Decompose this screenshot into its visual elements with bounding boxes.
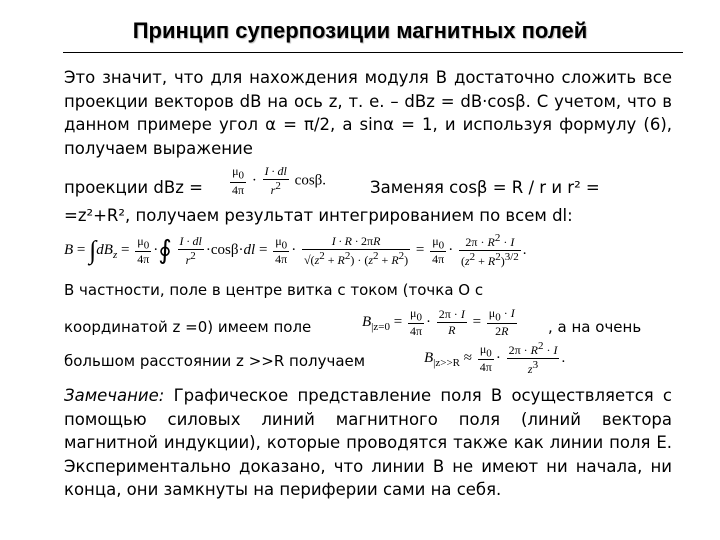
- integration-label: =z²+R², получаем результат интегрированием по всем dl:: [64, 206, 573, 225]
- replace-label: Заменяя cosβ = R / r и r² =: [370, 178, 600, 197]
- center-line: [64, 281, 483, 299]
- title-underline: [63, 52, 683, 53]
- far-line: [64, 352, 365, 370]
- projection-line: [64, 178, 203, 197]
- far-intro: [548, 318, 641, 336]
- formula-b-center: $B_{|z=0}$ = $\frac{\mu_0}{4\pi}$ · $\frac{2\pi \cdot I}{R}$ = $\frac{\mu_0 \cdot I}{2R}$: [362, 306, 515, 339]
- remark-text: Графическое представление поля B осуществляется с помощью силовых линий магнитного поля (линий вектора магнитной индукции), которые проводятся также как линии поля E. Экспериментально доказано, что линии B не имеют ни начала, ни конца, они замкнуты на периферии сами на себя.: [64, 386, 672, 499]
- paragraph-intro: [64, 66, 672, 160]
- paragraph-intro-text: Это значит, что для нахождения модуля B достаточно сложить все проекции векторов dB на ось z, т. е. – dBz = dB·cosβ. С учетом, что в данном примере угол α = π/2, а sinα = 1, и используя формулу (6), получаем выражение: [64, 68, 672, 158]
- formula-dbz: $\frac{\mu_0}{4\pi}$ · $\frac{I \cdot dl}{r^2}$ cosβ.: [232, 164, 327, 197]
- formula-b-integral: $B = \int dB_z$ = $\frac{\mu_0}{4\pi}$ ·∮ $\frac{I \cdot dl}{r^2}$ ·cosβ·dl = $\frac{\mu_0}{4\pi}$ · $\frac{I \cdot R \cdot 2\pi R}{√(z^2 + R^2) \cdot (z^2 + R^2)}$ = $\frac{\mu_0}{4\pi}$ · $\frac{2\pi \cdot R^2 \cdot I}{(z^2 + R^2)^{3/2}}$ .: [64, 232, 527, 268]
- far-intro-label: , а на очень: [548, 318, 642, 336]
- integration-line: [64, 206, 573, 225]
- remark-label: Замечание:: [64, 386, 165, 405]
- center-label: В частности, поле в центре витка с током (точка O с: [64, 281, 484, 299]
- center-coord-label: координатой z =0) имеем поле: [64, 318, 312, 336]
- far-label: большом расстоянии z >>R получаем: [64, 352, 366, 370]
- page-title: Принцип суперпозиции магнитных полей: [132, 18, 588, 43]
- center-coord-line: [64, 318, 311, 336]
- replace-text: [370, 178, 600, 197]
- projection-label: проекции dBz =: [64, 178, 203, 197]
- formula-b-far: $B_{|z>>R}$ ≈ $\frac{\mu_0}{4\pi}$ · $\frac{2\pi \cdot R^2 \cdot I}{z^3}$ .: [424, 340, 566, 376]
- remark-paragraph: [64, 384, 672, 502]
